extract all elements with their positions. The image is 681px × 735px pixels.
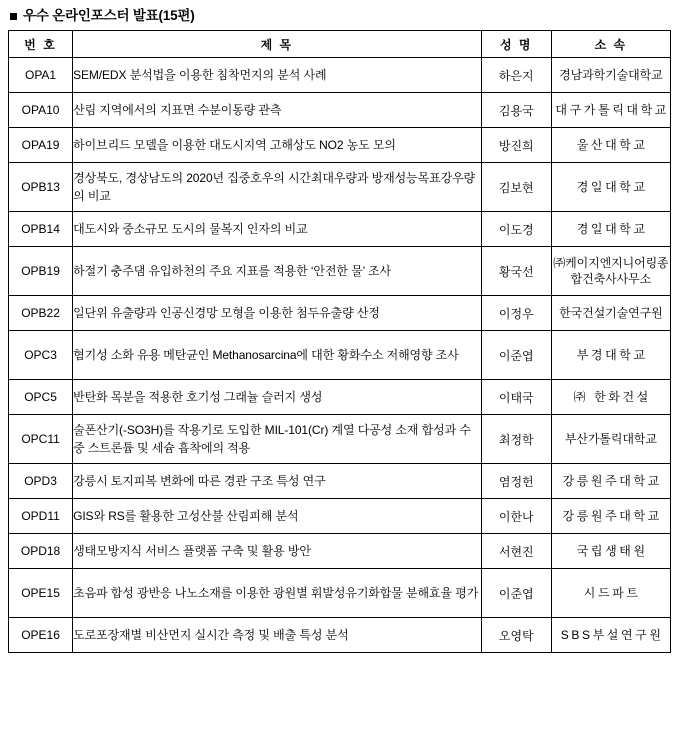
cell-title: 대도시와 중소규모 도시의 물복지 인자의 비교 <box>73 212 482 247</box>
cell-author-name: 김보현 <box>481 163 551 212</box>
table-row <box>9 58 671 93</box>
cell-number: OPA19 <box>9 128 73 163</box>
table-row <box>9 93 671 128</box>
cell-number: OPC11 <box>9 415 73 464</box>
cell-affiliation: ㈜케이지엔지니어링종합건축사사무소 <box>551 247 670 296</box>
column-header-affiliation: 소 속 <box>551 31 670 58</box>
table-row <box>9 128 671 163</box>
cell-affiliation: 경일대학교 <box>551 163 670 212</box>
table-row <box>9 499 671 534</box>
cell-number: OPD18 <box>9 534 73 569</box>
table-header-row <box>9 31 671 58</box>
cell-author-name: 이태국 <box>481 380 551 415</box>
cell-affiliation: 강릉원주대학교 <box>551 464 670 499</box>
table-row <box>9 569 671 618</box>
bullet-icon <box>10 13 17 20</box>
cell-author-name: 하은지 <box>481 58 551 93</box>
cell-author-name: 김용국 <box>481 93 551 128</box>
cell-author-name: 이도경 <box>481 212 551 247</box>
cell-number: OPE15 <box>9 569 73 618</box>
cell-author-name: 이준엽 <box>481 569 551 618</box>
cell-title: 하절기 충주댐 유입하천의 주요 지표를 적용한 ‘안전한 물’ 조사 <box>73 247 482 296</box>
cell-number: OPB14 <box>9 212 73 247</box>
cell-affiliation: 경남과학기술대학교 <box>551 58 670 93</box>
column-header-number: 번 호 <box>9 31 73 58</box>
page-title <box>10 8 673 24</box>
cell-author-name: 황국선 <box>481 247 551 296</box>
cell-affiliation: ㈜ 한화건설 <box>551 380 670 415</box>
table-row <box>9 415 671 464</box>
cell-title: GIS와 RS를 활용한 고성산불 산림피해 분석 <box>73 499 482 534</box>
cell-number: OPB22 <box>9 296 73 331</box>
cell-author-name: 이정우 <box>481 296 551 331</box>
table-row <box>9 618 671 653</box>
cell-title: 산림 지역에서의 지표면 수분이동량 관측 <box>73 93 482 128</box>
table-row <box>9 380 671 415</box>
table-row <box>9 296 671 331</box>
cell-number: OPB19 <box>9 247 73 296</box>
cell-author-name: 최정학 <box>481 415 551 464</box>
cell-number: OPD3 <box>9 464 73 499</box>
table-row <box>9 331 671 380</box>
cell-author-name: 염정헌 <box>481 464 551 499</box>
cell-affiliation: 한국건설기술연구원 <box>551 296 670 331</box>
cell-author-name: 방진희 <box>481 128 551 163</box>
table-body <box>9 58 671 653</box>
cell-affiliation: 부경대학교 <box>551 331 670 380</box>
table-row <box>9 534 671 569</box>
cell-title: 초음파 합성 광반응 나노소재를 이용한 광원별 휘발성유기화합물 분해효율 평가 <box>73 569 482 618</box>
page-title-text: 우수 온라인포스터 발표(15편) <box>23 8 195 23</box>
cell-affiliation: 국립생태원 <box>551 534 670 569</box>
cell-title: 경상북도, 경상남도의 2020년 집중호우의 시간최대우량과 방재성능목표강우량의 비교 <box>73 163 482 212</box>
cell-title: SEM/EDX 분석법을 이용한 침착먼지의 분석 사례 <box>73 58 482 93</box>
cell-affiliation: 대구가톨릭대학교 <box>551 93 670 128</box>
cell-title: 하이브리드 모델을 이용한 대도시지역 고해상도 NO2 농도 모의 <box>73 128 482 163</box>
cell-title: 혐기성 소화 유용 메탄균인 Methanosarcina에 대한 황화수소 저해영향 조사 <box>73 331 482 380</box>
cell-title: 도로포장재별 비산먼지 실시간 측정 및 배출 특성 분석 <box>73 618 482 653</box>
cell-author-name: 오영탁 <box>481 618 551 653</box>
table-row <box>9 247 671 296</box>
cell-title: 강릉시 토지피복 변화에 따른 경관 구조 특성 연구 <box>73 464 482 499</box>
cell-affiliation: 울산대학교 <box>551 128 670 163</box>
cell-number: OPC5 <box>9 380 73 415</box>
cell-affiliation: 부산가톨릭대학교 <box>551 415 670 464</box>
cell-affiliation: 경일대학교 <box>551 212 670 247</box>
cell-number: OPB13 <box>9 163 73 212</box>
cell-author-name: 서현진 <box>481 534 551 569</box>
cell-title: 술폰산기(-SO3H)를 작용기로 도입한 MIL-101(Cr) 계열 다공성 소재 합성과 수중 스트론튬 및 세슘 흡착에의 적용 <box>73 415 482 464</box>
table-row <box>9 464 671 499</box>
cell-number: OPA1 <box>9 58 73 93</box>
table-row <box>9 212 671 247</box>
cell-number: OPC3 <box>9 331 73 380</box>
table-row <box>9 163 671 212</box>
poster-presentation-table <box>8 30 671 653</box>
column-header-name: 성 명 <box>481 31 551 58</box>
cell-number: OPA10 <box>9 93 73 128</box>
cell-author-name: 이준엽 <box>481 331 551 380</box>
column-header-title: 제 목 <box>73 31 482 58</box>
cell-author-name: 이한나 <box>481 499 551 534</box>
cell-title: 반탄화 목분을 적용한 호기성 그래뉼 슬러지 생성 <box>73 380 482 415</box>
cell-affiliation: 시드파트 <box>551 569 670 618</box>
cell-title: 생태모방지식 서비스 플랫폼 구축 및 활용 방안 <box>73 534 482 569</box>
cell-number: OPE16 <box>9 618 73 653</box>
cell-affiliation: 강릉원주대학교 <box>551 499 670 534</box>
cell-title: 일단위 유출량과 인공신경망 모형을 이용한 첨두유출량 산정 <box>73 296 482 331</box>
cell-number: OPD11 <box>9 499 73 534</box>
cell-affiliation: SBS부설연구원 <box>551 618 670 653</box>
